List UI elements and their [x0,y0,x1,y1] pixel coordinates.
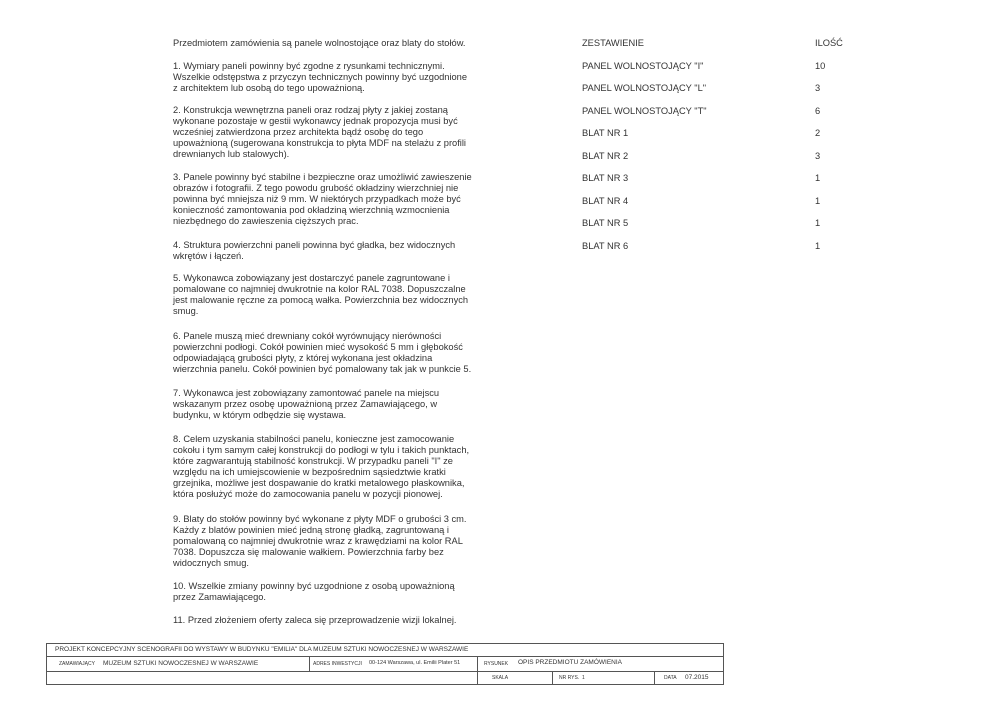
paragraph-9: 9. Blaty do stołów powinny być wykonane z płyty MDF o grubości 3 cm. Każdy z blatów powinien mieć jedną stronę gładką, zagruntowaną i pomalowaną co najmniej dwukrotnie wraz z krawędziami na kolor RAL 7038. Dopuszcza się malowanie wałkiem. Powierzchnia farby bez widocznych smug. [173,514,467,568]
paragraph-5: 5. Wykonawca zobowiązany jest dostarczyć panele zagruntowane i pomalowane co najmniej dwukrotnie na kolor RAL 7038. Dopuszczalne jest malowanie ręczne za pomocą wałka. Powierzchnia bez widocznych smug. [173,273,469,316]
summary-item-qty: 1 [815,241,821,251]
title-block-divider [309,656,310,671]
address-value: 00-124 Warszawa, ul. Emilii Plater 51 [369,660,461,666]
summary-item-name: BLAT NR 5 [582,218,629,228]
summary-item-name: BLAT NR 3 [582,173,629,183]
paragraph-8: 8. Celem uzyskania stabilności panelu, konieczne jest zamocowanie cokołu i tym samym całej konstrukcji do podłogi w tylu i takich punktach, które zagwarantują stabilność konstrukcji. W przypadku paneli "I" ze względu na ich umiejscowienie w bezpośrednim sąsiedztwie kratki grzejnika, możliwe jest dospawanie do kratki metalowego płaskownika, która posłużyć może do zamocowania panelu w pozycji pionowej. [173,434,470,499]
title-block [46,643,724,685]
client-label: ZAMAWIAJĄCY [59,661,95,667]
title-block-divider [477,656,478,684]
date-value: 07.2015 [685,674,709,681]
summary-item-name: BLAT NR 4 [582,196,629,206]
paragraph-7: 7. Wykonawca jest zobowiązany zamontować panele na miejscu wskazanym przez osobę upoważnioną przez Zamawiającego, w budynku, w którym odbędzie się wystawa. [173,388,440,420]
summary-item-name: PANEL WOLNOSTOJĄCY "T" [582,106,707,116]
drawing-number: 1 [582,675,585,681]
intro-text: Przedmiotem zamówienia są panele wolnostojące oraz blaty do stołów. [173,38,466,48]
address-label: ADRES INWESTYCJI [313,661,362,667]
title-block-divider [654,671,655,684]
paragraph-1: 1. Wymiary paneli powinny być zgodne z rysunkami technicznymi. Wszelkie odstępstwa z przyczyn technicznych powinny być uzgodnione z architektem lub osobą do tego upoważnioną. [173,61,468,93]
paragraph-4: 4. Struktura powierzchni paneli powinna być gładka, bez widocznych wkrętów i łączeń. [173,240,456,261]
scale-label: SKALA [492,675,509,681]
summary-item-qty: 3 [815,83,821,93]
summary-item-name: BLAT NR 1 [582,128,629,138]
summary-item-name: BLAT NR 6 [582,241,629,251]
paragraph-6: 6. Panele muszą mieć drewniany cokół wyrównujący nierówności powierzchni podłogi. Cokół powinien mieć wysokość 5 mm i głębokość odpowiadającą grubości płyty, z której wykonana jest okładzina wierzchnia panelu. Cokół powinien być pomalowany tak jak w punkcie 5. [173,331,472,374]
summary-item-name: PANEL WOLNOSTOJĄCY "L" [582,83,707,93]
date-label: DATA [664,675,677,681]
title-block-divider [47,671,723,672]
paragraph-10: 10. Wszelkie zmiany powinny być uzgodnione z osobą upoważnioną przez Zamawiającego. [173,581,455,602]
summary-item-name: BLAT NR 2 [582,151,629,161]
project-title: PROJEKT KONCEPCYJNY SCENOGRAFII DO WYSTAWY W BUDYNKU "EMILIA" DLA MUZEUM SZTUKI NOWOCZESNEJ W WARSZAWIE [55,646,469,653]
summary-item-qty: 2 [815,128,821,138]
summary-header-name: ZESTAWIENIE [582,38,644,48]
summary-item-qty: 1 [815,173,821,183]
paragraph-2: 2. Konstrukcja wewnętrzna paneli oraz rodzaj płyty z jakiej zostaną wykonane pozostaje w gestii wykonawcy jednak propozycja musi być wcześniej zatwierdzona przez architekta bądź osobę do tego upoważnioną (sugerowana konstrukcja to płyta MDF na stelażu z profili drewnianych lub stalowych). [173,105,466,159]
paragraph-11: 11. Przed złożeniem oferty zaleca się przeprowadzenie wizji lokalnej. [173,615,457,625]
drawing-title: OPIS PRZEDMIOTU ZAMÓWIENIA [518,659,623,666]
title-block-divider [552,671,553,684]
summary-item-qty: 10 [815,61,826,71]
paragraph-3: 3. Panele powinny być stabilne i bezpieczne oraz umożliwić zawieszenie obrazów i fotografii. Z tego powodu grubość okładziny wierzchniej nie powinna być mniejsza niż 9 mm. W niektórych przypadkach może być konieczność zamontowania pod okładziną wierzchnią wzmocnienia niezbędnego do zawieszenia cięższych prac. [173,172,472,226]
summary-item-qty: 1 [815,218,821,228]
drawing-label: RYSUNEK [484,661,509,667]
client-name: MUZEUM SZTUKI NOWOCZESNEJ W WARSZAWIE [103,660,259,667]
summary-item-qty: 1 [815,196,821,206]
title-block-divider [47,656,723,657]
summary-item-name: PANEL WOLNOSTOJĄCY "I" [582,61,704,71]
summary-item-qty: 3 [815,151,821,161]
summary-item-qty: 6 [815,106,821,116]
summary-header-qty: ILOŚĆ [815,38,843,48]
drawing-number-label: NR RYS. [559,675,580,681]
